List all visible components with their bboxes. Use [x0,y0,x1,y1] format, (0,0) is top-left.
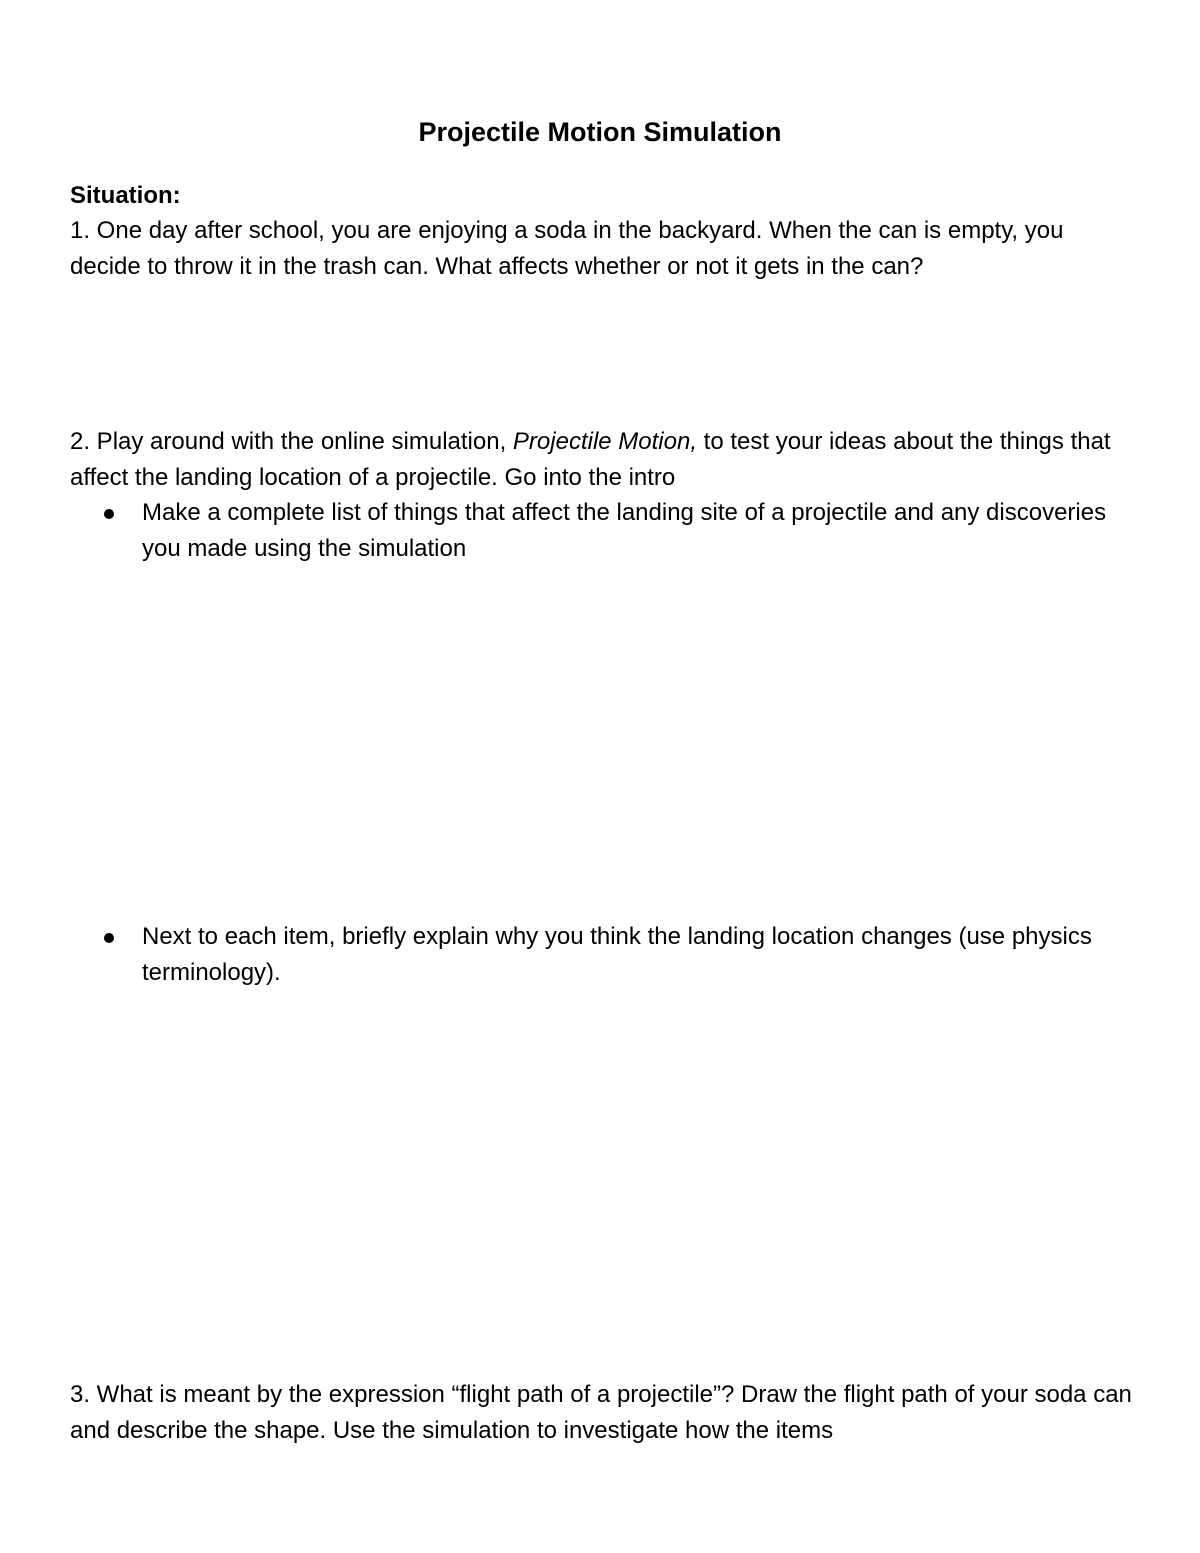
situation-heading: Situation: [70,182,181,209]
bullet-list-item [104,919,1134,991]
question-1: 1. One day after school, you are enjoying a soda in the backyard. When the can is empty, you decide to throw it in the trash can. What affects whether or not it gets in the can? [70,217,1064,280]
bullet-list-item [104,495,1134,567]
bullet-text: Make a complete list of things that affect the landing site of a projectile and any discoveries you made using the simulation [142,499,1107,562]
question-2 [70,424,1140,496]
bullet-text: Next to each item, briefly explain why you think the landing location changes (use physics terminology). [142,923,1092,986]
bullet-icon [104,509,114,519]
answer-space-list [70,570,1140,910]
answer-space-question-1 [70,290,1140,420]
simulation-name: Projectile Motion, [512,428,697,455]
bullet-icon [104,933,114,943]
question-3: 3. What is meant by the expression “flight path of a projectile”? Draw the flight path of your soda can and describe the shape. Use the simulation to investigate how the items [70,1381,1132,1444]
question-2-text-start: 2. Play around with the online simulation, [70,428,513,455]
question-2-text-end: to test your ideas about the things that affect the landing location of a projectile. Go into the intro [70,428,1111,491]
page-title: Projectile Motion Simulation [418,117,782,147]
answer-space-explanations [70,995,1140,1370]
